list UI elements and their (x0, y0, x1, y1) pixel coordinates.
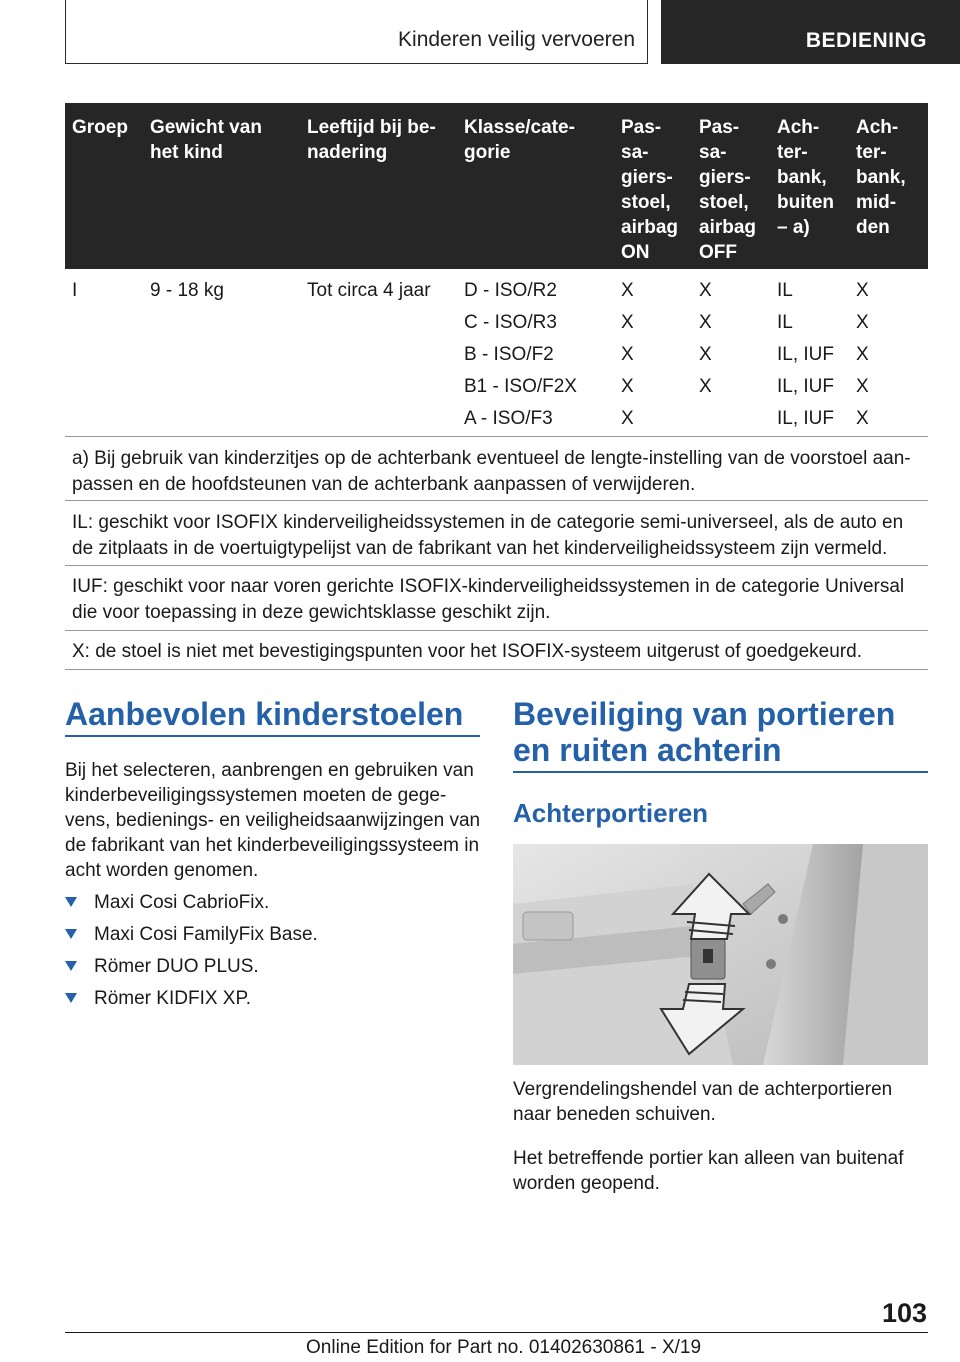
table-note-iuf: IUF: geschikt voor naar voren gerichte ISOFIX-kinderveiligheidssystemen in de categorie Universal die voor toepassing in deze gewichtsklasse geschikt zijn. (72, 576, 905, 623)
list-item: Römer DUO PLUS. (65, 956, 259, 978)
list-item: Römer KIDFIX XP. (65, 988, 251, 1010)
table-divider (65, 630, 928, 631)
col-header-klasse: Klasse/cate- gorie (464, 117, 575, 163)
door-note-paragraph: Het betreffende portier kan alleen van buitenaf worden geopend. (513, 1148, 904, 1194)
cell-weight: 9 - 18 kg (150, 280, 224, 301)
list-item: Maxi Cosi FamilyFix Base. (65, 924, 318, 946)
table-note-il: IL: geschikt voor ISOFIX kinderveiligheidssystemen in de categorie semi-universeel, als de auto en de zitplaats in de voertuigtypelijst van de fabrikant van het kinderveiligheidssysteem zijn vermeld. (72, 512, 904, 559)
intro-paragraph: Bij het selecteren, aanbrengen en gebruiken van kinderbeveiligingssystemen moeten de gege- vens, bedienings- en veiligheidsaanwijzingen van de fabrikant van het kinderbeveiligingssysteem in acht worden genomen. (65, 760, 481, 881)
footer-edition: Online Edition for Part no. 01402630861 - X/19 (306, 1337, 702, 1358)
col-header-achterbank-midden: Ach- ter- bank, mid- den (856, 117, 906, 238)
section-title-rule (65, 735, 480, 737)
col-header-airbag-off: Pas- sa- giers- stoel, airbag OFF (699, 117, 757, 263)
col-header-achterbank-buiten: Ach- ter- bank, buiten – a) (777, 117, 834, 238)
door-lock-photo (513, 844, 928, 1065)
col-header-leeftijd: Leeftijd bij be- nadering (307, 117, 436, 163)
section-title-beveiliging: Beveiliging van portieren en ruiten achterin (513, 696, 896, 768)
list-item: Maxi Cosi CabrioFix. (65, 892, 269, 914)
footer-rule (65, 1332, 928, 1333)
cell-age: Tot circa 4 jaar (307, 280, 431, 301)
table-header (65, 103, 928, 269)
photo-caption: Vergrendelingshendel van de achterportieren naar beneden schuiven. (513, 1079, 893, 1125)
page-number: 103 (881, 1298, 927, 1328)
table-note-x: X: de stoel is niet met bevestigingspunten voor het ISOFIX-systeem uitgerust of goedgekeurd. (72, 641, 862, 662)
table-divider (65, 436, 928, 437)
table-note-a: a) Bij gebruik van kinderzitjes op de achterbank eventueel de lengte-instelling van de voorstoel aan- passen en de hoofdsteunen van de achterbank aanpassen of verwijderen. (72, 448, 911, 495)
header-chapter-tab (661, 0, 960, 64)
triangle-bullet-icon (65, 897, 77, 907)
subsection-title-achterportieren: Achterportieren (513, 798, 709, 828)
col-header-airbag-on: Pas- sa- giers- stoel, airbag ON (621, 117, 679, 263)
header-section-box (65, 0, 648, 64)
triangle-bullet-icon (65, 929, 77, 939)
col-header-gewicht: Gewicht van het kind (150, 117, 262, 163)
section-title-aanbevolen: Aanbevolen kinderstoelen (65, 696, 464, 732)
triangle-bullet-icon (65, 993, 77, 1003)
header-chapter-title: BEDIENING (805, 29, 927, 52)
section-title-rule (513, 771, 928, 773)
cell-group: I (72, 280, 78, 301)
triangle-bullet-icon (65, 961, 77, 971)
col-header-groep: Groep (72, 117, 128, 138)
table-divider (65, 500, 928, 501)
header-section-title: Kinderen veilig vervoeren (398, 28, 635, 51)
table-divider (65, 565, 928, 566)
table-divider (65, 669, 928, 670)
